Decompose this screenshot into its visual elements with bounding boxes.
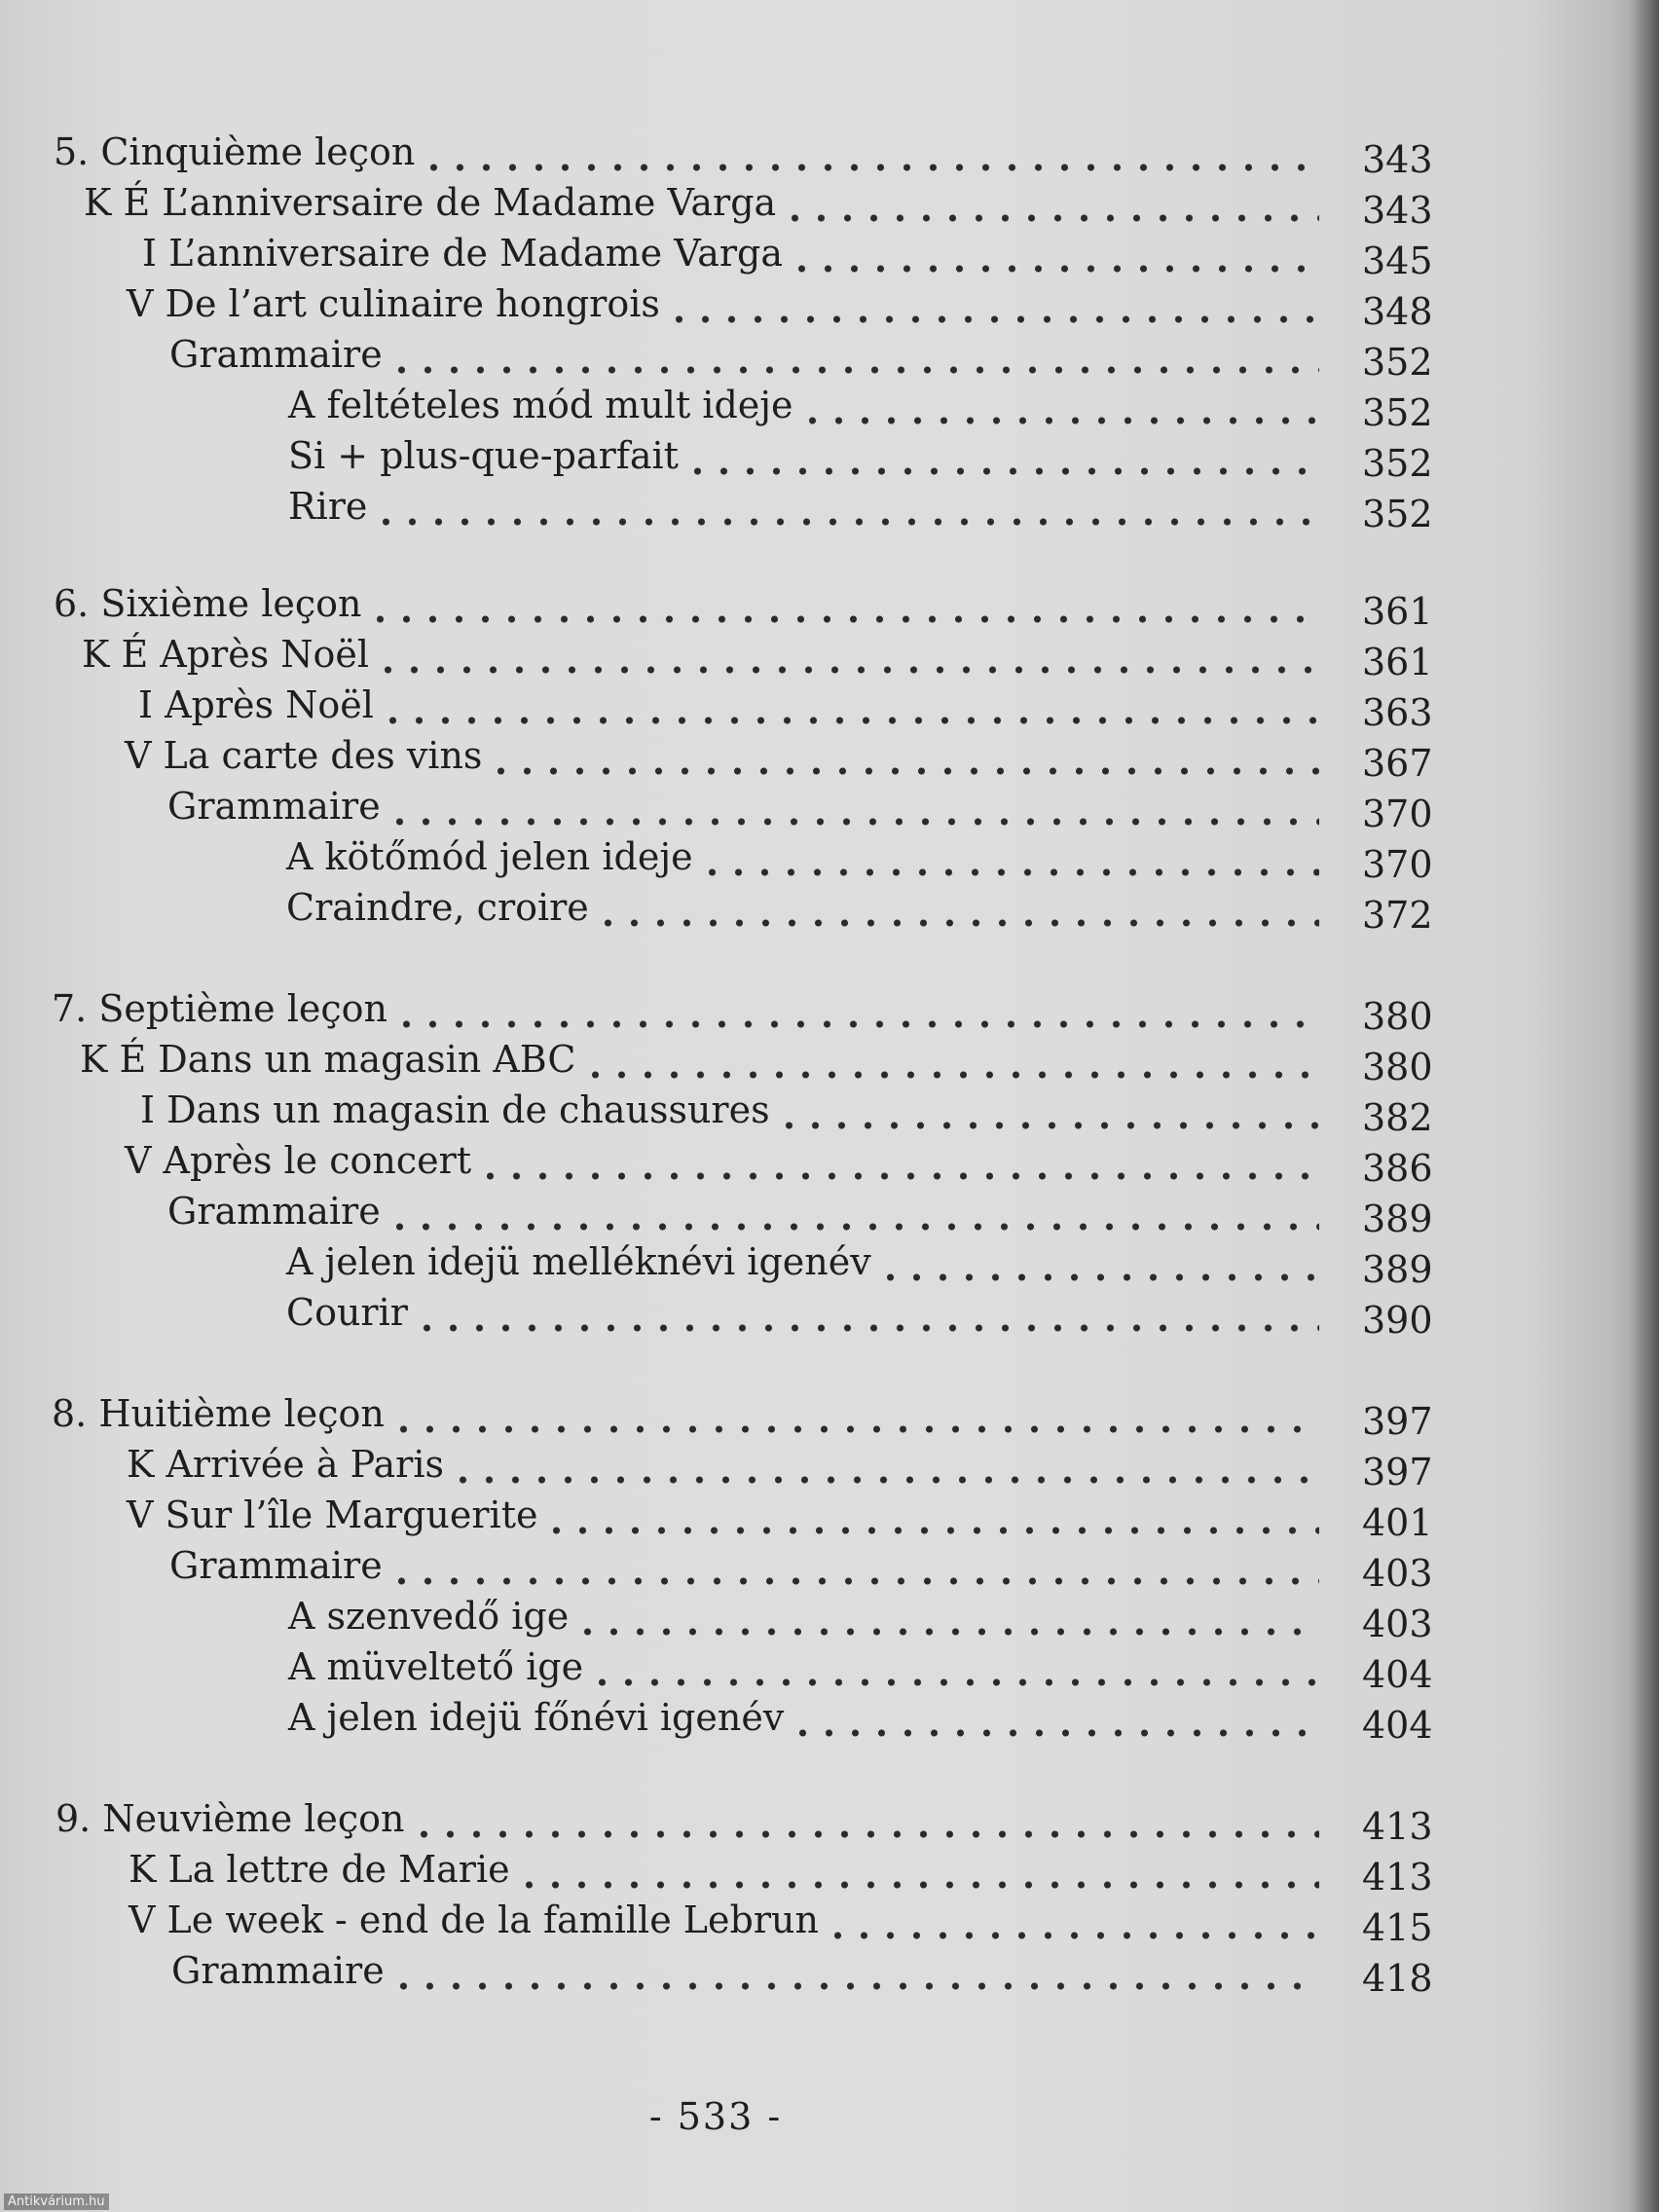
toc-entry-page-number: 415	[1362, 1906, 1433, 1949]
toc-entry-title: I L’anniversaire de Madame Varga	[142, 232, 784, 275]
dot-leader	[375, 629, 1319, 680]
dot-leader	[387, 1186, 1319, 1236]
toc-entry-title: K É Dans un magasin ABC	[80, 1038, 576, 1081]
dot-leader	[790, 1692, 1319, 1743]
toc-entry-title: K La lettre de Marie	[129, 1848, 510, 1891]
toc-entry-text	[125, 730, 1433, 785]
toc-entry-text	[82, 629, 1433, 683]
toc-entry-grammar	[169, 1540, 1433, 1595]
toc-entry-page-number: 372	[1362, 894, 1433, 937]
toc-entry-page-number: 397	[1362, 1400, 1433, 1443]
toc-entry-page-number: 345	[1362, 240, 1433, 282]
toc-entry-grammar-topic	[288, 1591, 1433, 1645]
toc-entry-page-number: 389	[1362, 1248, 1433, 1291]
dot-leader	[388, 1540, 1319, 1591]
toc-entry-title: Craindre, croire	[286, 886, 589, 929]
toc-entry-page-number: 361	[1362, 590, 1433, 633]
toc-entry-title: K É Après Noël	[82, 633, 370, 676]
toc-entry-page-number: 352	[1362, 341, 1433, 384]
toc-entry-grammar	[169, 329, 1433, 384]
toc-entry-title: 6. Sixième leçon	[54, 582, 362, 625]
toc-entry-page-number: 370	[1362, 793, 1433, 835]
dot-leader	[414, 1287, 1319, 1338]
toc-entry-page-number: 380	[1362, 995, 1433, 1038]
toc-entry-title: 8. Huitième leçon	[52, 1392, 385, 1435]
toc-entry-page-number: 361	[1362, 641, 1433, 683]
toc-entry-page-number: 389	[1362, 1198, 1433, 1240]
dot-leader	[488, 730, 1319, 781]
dot-leader	[421, 127, 1319, 177]
toc-entry-title: V Le week - end de la famille Lebrun	[129, 1899, 819, 1941]
toc-entry-page-number: 413	[1362, 1856, 1433, 1899]
toc-entry-page-number: 413	[1362, 1805, 1433, 1848]
page-edge-shadow	[1630, 0, 1659, 2212]
toc-entry-text	[129, 1844, 1433, 1899]
dot-leader	[450, 1439, 1319, 1490]
dot-leader	[477, 1135, 1319, 1186]
toc-entry-text	[129, 1895, 1433, 1949]
toc-entry-title: A jelen idejü melléknévi igenév	[286, 1240, 871, 1283]
toc-entry-title: Grammaire	[169, 333, 383, 376]
dot-leader	[574, 1591, 1319, 1641]
dot-leader	[373, 481, 1319, 532]
toc-entry-page-number: 352	[1362, 442, 1433, 485]
dot-leader	[388, 329, 1319, 380]
toc-entry-title: K É L’anniversaire de Madame Varga	[84, 181, 777, 224]
toc-entry-lesson-heading	[54, 578, 1433, 633]
toc-entry-text	[84, 177, 1433, 232]
toc-entry-title: Courir	[286, 1291, 408, 1334]
toc-entry-title: K Arrivée à Paris	[127, 1443, 444, 1486]
dot-leader	[411, 1793, 1319, 1844]
toc-entry-text	[127, 1490, 1433, 1544]
dot-leader	[582, 1034, 1319, 1085]
toc-entry-page-number: 403	[1362, 1552, 1433, 1595]
toc-entry-page-number: 348	[1362, 290, 1433, 333]
toc-entry-page-number: 403	[1362, 1603, 1433, 1645]
dot-leader	[776, 1085, 1319, 1135]
dot-leader	[543, 1490, 1319, 1540]
toc-entry-lesson-heading	[54, 127, 1433, 181]
toc-entry-page-number: 352	[1362, 493, 1433, 535]
dot-leader	[789, 228, 1319, 278]
toc-entry-page-number: 370	[1362, 843, 1433, 886]
dot-leader	[666, 278, 1319, 329]
toc-entry-title: A feltételes mód mult ideje	[288, 384, 793, 426]
dot-leader	[589, 1641, 1319, 1692]
toc-entry-grammar-topic	[286, 1287, 1433, 1342]
toc-entry-title: Rire	[288, 485, 368, 528]
toc-entry-lesson-heading	[52, 983, 1433, 1038]
toc-entry-text	[127, 278, 1433, 333]
toc-entry-grammar	[171, 1945, 1433, 2000]
toc-entry-page-number: 386	[1362, 1147, 1433, 1190]
dot-leader	[367, 578, 1319, 629]
watermark-label: Antikvárium.hu	[4, 2194, 109, 2210]
toc-entry-title: A müveltető ige	[288, 1645, 584, 1688]
toc-entry-page-number: 363	[1362, 691, 1433, 734]
toc-entry-page-number: 390	[1362, 1299, 1433, 1342]
toc-entry-lesson-heading	[52, 1388, 1433, 1443]
page-number-footer: - 533 -	[648, 2095, 783, 2138]
toc-entry-title: 9. Neuvième leçon	[55, 1797, 405, 1840]
dot-leader	[516, 1844, 1319, 1895]
toc-entry-title: V Sur l’île Marguerite	[127, 1493, 538, 1536]
toc-entry-title: A szenvedő ige	[288, 1595, 570, 1638]
dot-leader	[782, 177, 1319, 228]
toc-entry-grammar-topic	[288, 481, 1433, 535]
toc-entry-grammar-topic	[288, 430, 1433, 485]
toc-entry-grammar	[167, 781, 1433, 835]
toc-entry-page-number: 401	[1362, 1501, 1433, 1544]
dot-leader	[390, 1388, 1319, 1439]
toc-entry-grammar-topic	[286, 882, 1433, 937]
toc-entry-lesson-heading	[55, 1793, 1433, 1848]
toc-entry-title: I Après Noël	[138, 683, 374, 726]
toc-entry-title: 7. Septième leçon	[52, 987, 387, 1030]
dot-leader	[684, 430, 1319, 481]
toc-entry-grammar-topic	[288, 1692, 1433, 1747]
toc-entry-text	[142, 228, 1433, 282]
toc-entry-title: V De l’art culinaire hongrois	[127, 282, 660, 325]
toc-entry-page-number: 397	[1362, 1451, 1433, 1493]
toc-entry-page-number: 418	[1362, 1957, 1433, 2000]
toc-entry-title: A kötőmód jelen ideje	[286, 835, 693, 878]
toc-entry-page-number: 367	[1362, 742, 1433, 785]
dot-leader	[799, 380, 1319, 430]
toc-entry-text	[127, 1439, 1433, 1493]
dot-leader	[380, 680, 1319, 730]
toc-entry-title: Grammaire	[167, 1190, 381, 1233]
toc-entry-text	[138, 680, 1433, 734]
dot-leader	[699, 831, 1319, 882]
toc-entry-title: A jelen idejü főnévi igenév	[288, 1696, 785, 1739]
dot-leader	[387, 781, 1319, 831]
toc-entry-text	[80, 1034, 1433, 1088]
toc-entry-page-number: 343	[1362, 138, 1433, 181]
toc-entry-title: V La carte des vins	[125, 734, 483, 777]
toc-entry-page-number: 352	[1362, 391, 1433, 434]
toc-entry-text	[125, 1135, 1433, 1190]
toc-entry-title: Grammaire	[167, 785, 381, 828]
toc-entry-title: I Dans un magasin de chaussures	[140, 1088, 770, 1131]
dot-leader	[393, 983, 1319, 1034]
toc-entry-title: Grammaire	[171, 1949, 385, 1992]
dot-leader	[877, 1236, 1319, 1287]
toc-entry-page-number: 404	[1362, 1653, 1433, 1696]
toc-entry-page-number: 343	[1362, 189, 1433, 232]
toc-entry-page-number: 404	[1362, 1704, 1433, 1747]
toc-entry-grammar-topic	[286, 1236, 1433, 1291]
toc-entry-title: Grammaire	[169, 1544, 383, 1587]
dot-leader	[825, 1895, 1319, 1945]
toc-entry-title: V Après le concert	[125, 1139, 472, 1182]
toc-entry-page-number: 382	[1362, 1096, 1433, 1139]
toc-entry-grammar-topic	[288, 1641, 1433, 1696]
toc-entry-page-number: 380	[1362, 1046, 1433, 1088]
toc-entry-title: 5. Cinquième leçon	[54, 130, 416, 173]
toc-entry-grammar-topic	[286, 831, 1433, 886]
toc-entry-text	[140, 1085, 1433, 1139]
toc-entry-grammar-topic	[288, 380, 1433, 434]
dot-leader	[595, 882, 1319, 933]
toc-entry-grammar	[167, 1186, 1433, 1240]
toc-entry-title: Si + plus-que-parfait	[288, 434, 679, 477]
dot-leader	[390, 1945, 1319, 1996]
